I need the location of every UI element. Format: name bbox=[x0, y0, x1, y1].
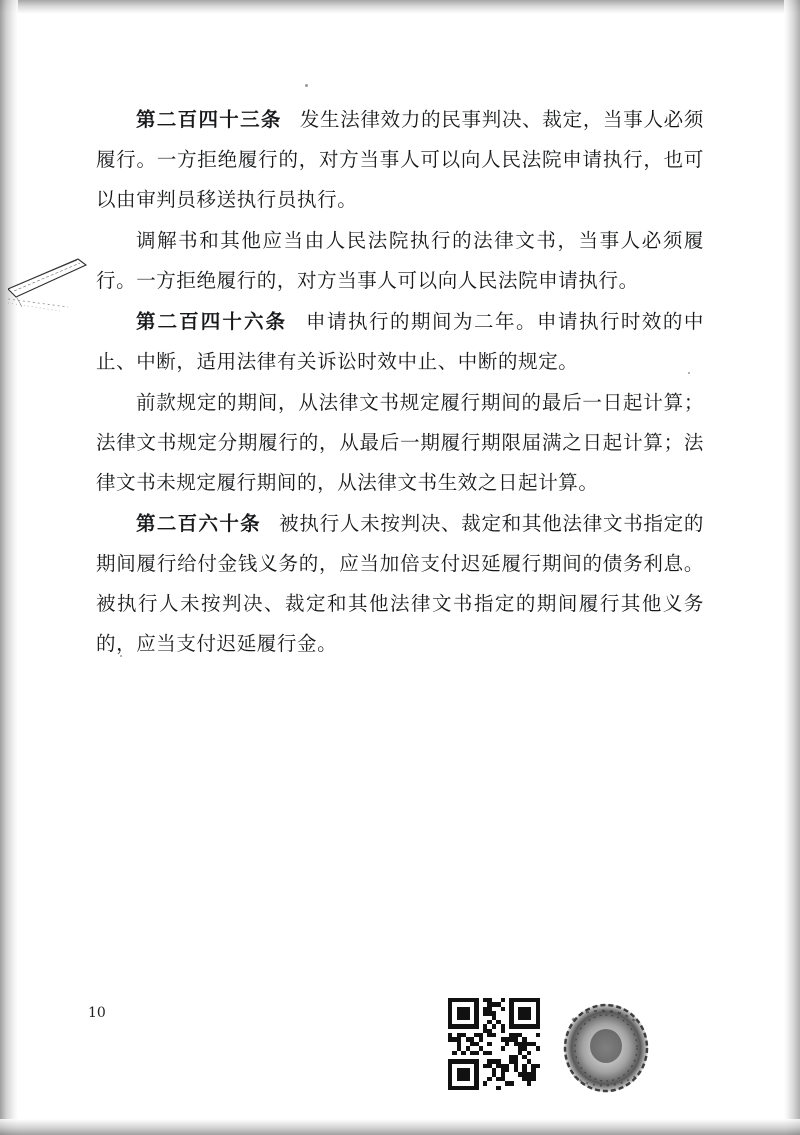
paragraph-article-243 bbox=[96, 100, 704, 220]
dust-speck bbox=[305, 84, 308, 87]
paragraph-article-260 bbox=[96, 504, 704, 664]
document-body bbox=[96, 100, 704, 665]
paragraph-text: 前款规定的期间，从法律文书规定履行期间的最后一日起计算；法律文书规定分期履行的，从最后一期履行期限届满之日起计算；法律文书未规定履行期间的，从法律文书生效之日起计算。 bbox=[96, 391, 704, 494]
page-number: 10 bbox=[88, 1005, 106, 1021]
paragraph-text: 调解书和其他应当由人民法院执行的法律文书，当事人必须履行。一方拒绝履行的，对方当事人可以向人民法院申请执行。 bbox=[96, 229, 704, 292]
paragraph-text: 发生法律效力的民事判决、裁定，当事人必须履行。一方拒绝履行的，对方当事人可以向人民法院申请执行，也可以由审判员移送执行员执行。 bbox=[96, 108, 704, 211]
article-number-243: 第二百四十三条 bbox=[136, 108, 282, 131]
scan-edge-bottom bbox=[0, 1119, 800, 1135]
scan-edge-left bbox=[0, 0, 18, 1135]
paragraph-article-246 bbox=[96, 302, 704, 382]
ink-stamp bbox=[558, 996, 654, 1096]
article-number-260: 第二百六十条 bbox=[136, 512, 262, 535]
paragraph-text: 被执行人未按判决、裁定和其他法律文书指定的期间履行给付金钱义务的，应当加倍支付迟延履行期间的债务利息。被执行人未按判决、裁定和其他法律文书指定的期间履行其他义务的，应当支付迟延履行金。 bbox=[96, 512, 704, 655]
scan-edge-top bbox=[0, 0, 800, 14]
article-number-246: 第二百四十六条 bbox=[136, 310, 288, 333]
qr-module bbox=[536, 1086, 540, 1090]
qr-code bbox=[448, 998, 540, 1090]
torn-paper-artifact bbox=[8, 255, 96, 313]
paragraph-period-calculation bbox=[96, 383, 704, 503]
scan-edge-right bbox=[784, 0, 800, 1135]
paragraph-mediation-documents bbox=[96, 221, 704, 301]
paragraph-text: 申请执行的期间为二年。申请执行时效的中止、中断，适用法律有关诉讼时效中止、中断的规定。 bbox=[96, 310, 705, 373]
